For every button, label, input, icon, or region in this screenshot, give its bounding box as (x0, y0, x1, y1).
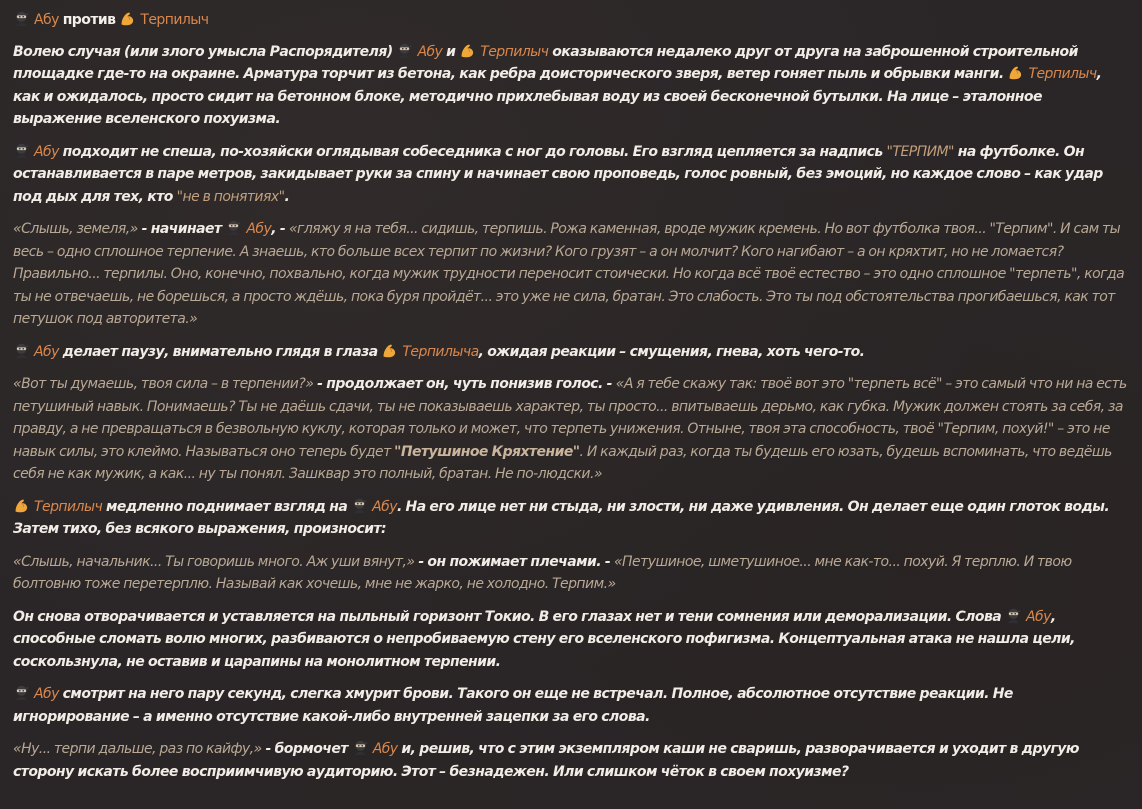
narration-text: - начинает (137, 221, 226, 237)
ninja-icon (13, 342, 30, 359)
ninja-icon (13, 10, 30, 27)
ninja-icon (351, 497, 368, 514)
narration-paragraph-6 (13, 496, 1131, 541)
narration-paragraph-9 (13, 683, 1131, 728)
narration-text: , как и ожидалось, просто сидит на бетонном блоке, методично прихлебывая воду из своей бесконечной бутылки. На лице – эталонное выражение вселенского похуизма. (13, 66, 1102, 127)
dialogue-quote: «Ну... терпи дальше, раз по кайфу,» (13, 741, 262, 757)
narration-text: - бормочет (261, 741, 352, 757)
narration-text: , - (271, 221, 289, 237)
narration-paragraph-2 (13, 141, 1131, 209)
character-name-abu: Абу (372, 498, 397, 515)
narration-text: , ожидая реакции – смущения, гнева, хоть чего-то. (478, 343, 865, 360)
dialogue-quote: «Слышь, начальник... Ты говоришь много. Аж уши вянут,» (13, 553, 415, 570)
dialogue-paragraph-3 (13, 218, 1131, 331)
ninja-icon (352, 739, 369, 756)
dialogue-quote: «гляжу я на тебя... сидишь, терпишь. Рожа каменная, вроде мужик кремень. Но вот футболка твоя... "Терпим". И сам ты весь – одно сплошное терпение. А знаешь, кто больше всех терпит по жизни? Кого грузят – а он молчит? Кого нагибают – а он кряхтит, но не ломается? Правильно... терпилы. Оно, конечно, похвально, когда мужик трудности переносит стоически. Но когда всё твоё естество – это одно сплошное "терпеть", когда ты не отвечаешь, не борешься, а просто ждёшь, пока буря пройдёт... это уже не сила, братан. Это слабость. Это ты под обстоятельства прогибаешься, как тот петушок под авторитета.» (13, 221, 1125, 327)
dialogue-quote: «Слышь, земеля,» (13, 221, 138, 237)
narration-text: Волею случая (или злого умысла Распорядителя) (13, 43, 397, 60)
ninja-icon (225, 219, 242, 236)
flexed-biceps-icon (13, 497, 30, 514)
character-name-abu: Абу (34, 343, 59, 360)
ninja-icon (13, 684, 30, 701)
narration-text: делает паузу, внимательно глядя в глаза (58, 343, 382, 360)
dialogue-paragraph-7 (13, 551, 1131, 596)
narration-text: и (442, 43, 460, 60)
dialogue-paragraph-10 (13, 738, 1131, 783)
narration-text: Он снова отворачивается и уставляется на пыльный горизонт Токио. В его глазах нет и тени сомнения или деморализации. Слова (13, 608, 1005, 625)
battle-header (13, 9, 1131, 32)
character-name-abu: Абу (417, 43, 443, 60)
flexed-biceps-icon (1007, 64, 1024, 81)
dialogue-quote: «Вот ты думаешь, твоя сила – в терпении?» (13, 376, 314, 392)
ninja-icon (1005, 607, 1022, 624)
highlighted-phrase: "не в понятиях" (176, 188, 285, 205)
narration-text: на футболке. Он останавливается в паре метров, закидывает руки за спину и начинает свою проповедь, голос ровный, без эмоций, но каждое слово – как удар под дых для тех, кто (13, 143, 1103, 205)
narration-text: . (284, 188, 290, 205)
ninja-icon (13, 142, 30, 159)
character-name-terpilych: Терпилыча (402, 343, 479, 360)
flexed-biceps-icon (381, 342, 398, 359)
character-name-abu: Абу (372, 741, 398, 757)
narration-text: оказываются недалеко друг от друга на заброшенной строительной площадке где-то на окраине. Арматура торчит из бетона, как ребра доисторического зверя, ветер гоняет пыль и обрывки манги. (13, 43, 1078, 82)
flexed-biceps-icon (119, 10, 136, 27)
flexed-biceps-icon (459, 42, 476, 59)
narration-paragraph-8 (13, 606, 1131, 674)
dialogue-quote-part: . И каждый раз, когда ты будешь его юзать, будешь вспоминать, что ведёшь себя не как мужик, а как... ну ты понял. Зашквар это полный, братан. Не по-людски.» (13, 443, 1112, 482)
narration-text: . На его лице нет ни стыда, ни злости, ни даже удивления. Он делает еще один глоток воды. Затем тихо, без всякого выражения, произносит: (13, 498, 1110, 537)
character-name-abu: Абу (34, 143, 59, 160)
character-name-terpilych: Терпилыч (34, 498, 103, 515)
narration-text: смотрит на него пару секунд, слегка хмурит брови. Такого он еще не встречал. Полное, абсолютное отсутствие реакции. Не игнорирование – а именно отсутствие какой-либо внутренней зацепки за его слова. (13, 686, 1013, 725)
narration-text: - продолжает он, чуть понизив голос. - (313, 376, 616, 392)
dialogue-paragraph-5 (13, 373, 1131, 486)
character-name-abu: Абу (34, 686, 59, 702)
character-name-abu: Абу (246, 221, 272, 237)
shirt-text: "ТЕРПИМ" (886, 143, 954, 160)
dialogue-quote: «Петушиное, шметушиное... мне как-то... похуй. Я терплю. И твою болтовню тоже перетерплю. Называй как хочешь, мне не жарко, не холодно. Терпим.» (13, 553, 1072, 592)
narration-text: , способные сломать волю многих, разбиваются о непробиваемую стену его вселенского пофигизма. Концептуальная атака не нашла цели, соскользнула, не оставив и царапины на монолитном терпении. (13, 608, 1075, 670)
ninja-icon (396, 42, 413, 59)
character-name-terpilych: Терпилыч (1028, 66, 1097, 82)
narration-text: - он пожимает плечами. - (414, 553, 614, 570)
character-name-terpilych: Терпилыч (480, 43, 549, 60)
character-name-terpilych: Терпилыч (140, 12, 209, 28)
character-name-abu: Абу (1025, 608, 1051, 625)
narration-text: медленно поднимает взгляд на (102, 498, 352, 515)
character-name-abu: Абу (34, 12, 59, 28)
narration-text: подходит не спеша, по-хозяйски оглядывая собеседника с ног до головы. Его взгляд цепляется за надпись (58, 143, 887, 160)
narration-paragraph-4 (13, 341, 1131, 364)
narration-text: и, решив, что с этим экземпляром каши не сваришь, разворачивается и уходит в другую сторону искать более восприимчивую аудиторию. Этот – безнадежен. Или слишком чёток в своем похуизме? (13, 741, 1079, 780)
skill-name: "Петушиное Кряхтение" (394, 443, 580, 460)
message-log (13, 9, 1131, 793)
versus-label: против (62, 12, 116, 28)
narration-paragraph-1 (13, 41, 1131, 131)
dialogue-quote-part: «А я тебе скажу так: твоё вот это "терпеть всё" – это самый что ни на есть петушиный навык. Понимаешь? Ты не даёшь сдачи, ты не показываешь характер, ты просто... впитываешь дерьмо, как губка. Мужик должен стоять за себя, за правду, а не превращаться в безвольную куклу, которая только и может, что терпеть унижения. Отныне, твоя эта способность, твоё "Терпим, похуй!" – это не навык силы, это клеймо. Называться оно теперь будет (13, 376, 1127, 460)
